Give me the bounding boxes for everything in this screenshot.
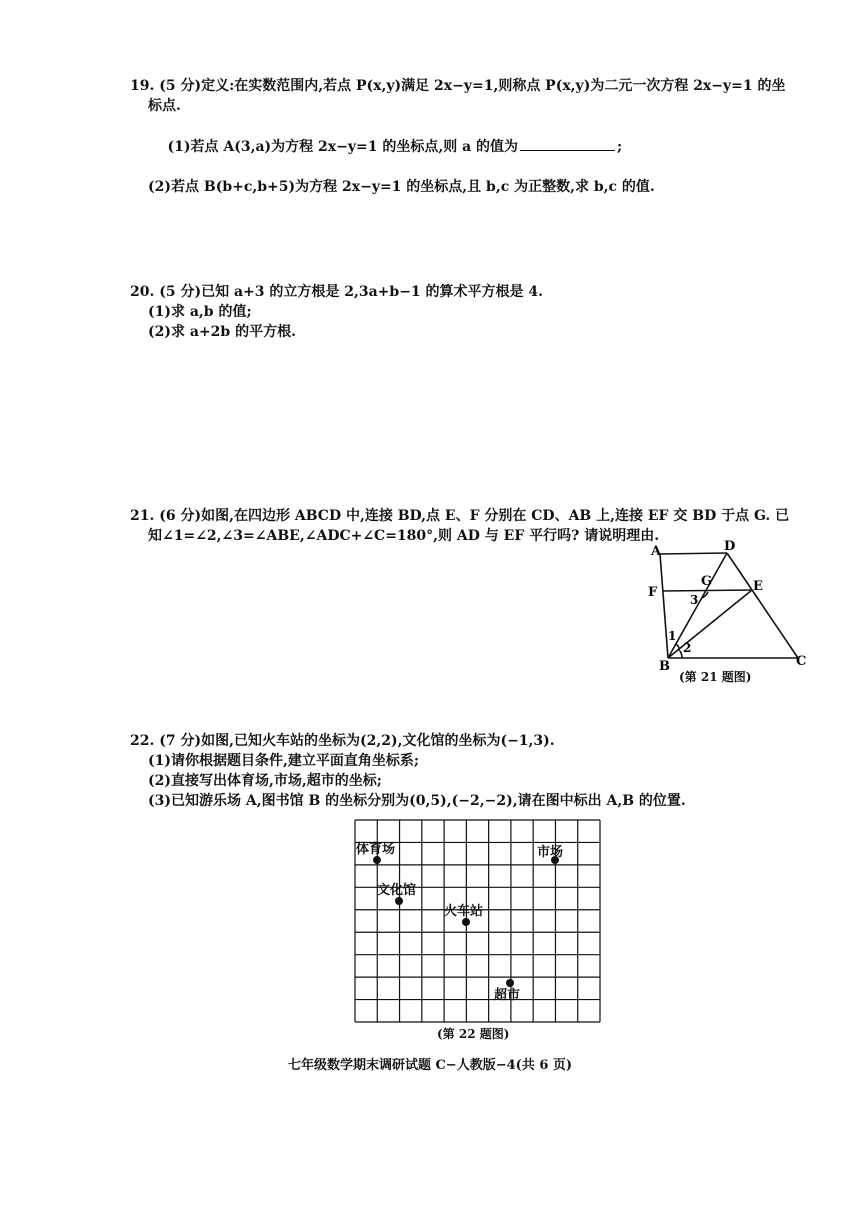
grid-map xyxy=(350,816,606,1028)
culture-label: 文化馆 xyxy=(377,883,417,898)
q22-part3: (3)已知游乐场 A,图书馆 B 的坐标分别为(0,5),(−2,−2),请在图中标出 A,B 的位置. xyxy=(148,793,686,809)
question-20 xyxy=(130,282,820,342)
quadrilateral-diagram xyxy=(640,540,815,675)
label-angle-3: 3 xyxy=(690,593,699,607)
segment-DC xyxy=(727,553,798,658)
figure-21 xyxy=(640,540,815,675)
q20-stem: 20. (5 分)已知 a+3 的立方根是 2,3a+b−1 的算术平方根是 4. xyxy=(130,284,544,300)
q22-part2: (2)直接写出体育场,市场,超市的坐标; xyxy=(148,773,382,789)
segment-AB xyxy=(660,554,668,658)
q19-part2: (2)若点 B(b+c,b+5)为方程 2x−y=1 的坐标点,且 b,c 为正整数,求 b,c 的值. xyxy=(148,179,655,195)
label-D: D xyxy=(724,540,736,554)
label-F: F xyxy=(648,585,658,600)
station-point[interactable] xyxy=(462,918,470,926)
q19-answer-blank[interactable] xyxy=(520,136,615,151)
page-footer: 七年级数学期末调研试题 C−人教版−4(共 6 页) xyxy=(287,1058,573,1073)
question-19 xyxy=(130,76,820,197)
figure-21-caption: (第 21 题图) xyxy=(679,670,752,684)
q21-stem-line1: 21. (6 分)如图,在四边形 ABCD 中,连接 BD,点 E、F 分别在 CD、AB 上,连接 EF 交 BD 于点 G. 已 xyxy=(130,508,790,524)
label-B: B xyxy=(659,659,670,674)
label-G: G xyxy=(701,574,713,589)
question-22 xyxy=(130,731,820,811)
q19-part1-text: (1)若点 A(3,a)为方程 2x−y=1 的坐标点,则 a 的值为 xyxy=(167,139,519,155)
stadium-label: 体育场 xyxy=(356,842,396,857)
label-C: C xyxy=(796,654,807,669)
supermarket-label: 超市 xyxy=(494,988,521,1003)
q22-part1: (1)请你根据题目条件,建立平面直角坐标系; xyxy=(148,753,420,769)
q20-part1: (1)求 a,b 的值; xyxy=(148,304,252,320)
q20-part2: (2)求 a+2b 的平方根. xyxy=(148,324,296,340)
supermarket-point[interactable] xyxy=(506,979,514,987)
q19-stem-line2: 标点. xyxy=(148,98,181,114)
segment-BE xyxy=(668,590,752,658)
q19-stem-line1: 19. (5 分)定义:在实数范围内,若点 P(x,y)满足 2x−y=1,则称点 P(x,y)为二元一次方程 2x−y=1 的坐 xyxy=(130,78,786,94)
station-label: 火车站 xyxy=(444,904,484,919)
market-label: 市场 xyxy=(537,845,564,860)
q19-part1 xyxy=(130,116,820,177)
label-angle-2: 2 xyxy=(683,641,692,655)
q19-part1-end: ; xyxy=(617,139,623,155)
figure-22-caption: (第 22 题图) xyxy=(437,1027,510,1041)
label-angle-1: 1 xyxy=(668,629,677,643)
q22-stem: 22. (7 分)如图,已知火车站的坐标为(2,2),文化馆的坐标为(−1,3). xyxy=(130,733,555,749)
q21-stem-line2: 知∠1=∠2,∠3=∠ABE,∠ADC+∠C=180°,则 AD 与 EF 平行吗? 请说明理由. xyxy=(148,528,660,544)
label-A: A xyxy=(651,544,662,559)
angle-2-arc xyxy=(680,651,682,658)
stadium-point[interactable] xyxy=(373,856,381,864)
culture-point[interactable] xyxy=(395,897,403,905)
figure-22 xyxy=(350,816,606,1028)
segment-AD xyxy=(660,553,727,554)
label-E: E xyxy=(753,579,763,594)
